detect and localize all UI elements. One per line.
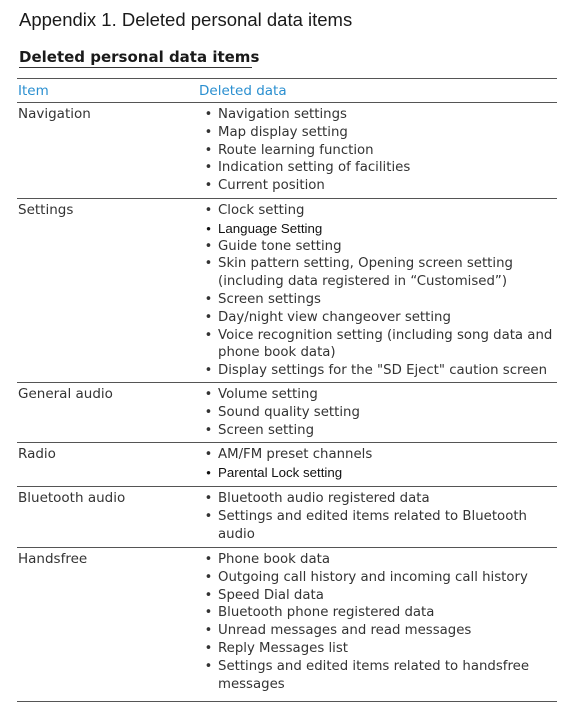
list-item-text: Navigation settings — [218, 107, 347, 122]
list-item-text: Reply Messages list — [218, 640, 349, 656]
section-title: Deleted personal data items — [19, 48, 260, 66]
table-row-navigation — [17, 103, 557, 199]
list-item — [199, 404, 557, 422]
bullet-icon: • — [204, 640, 213, 656]
list-item — [199, 291, 557, 309]
bullet-icon: • — [204, 291, 213, 307]
list-item — [199, 220, 557, 238]
list-item-text: Phone book data — [218, 552, 331, 567]
section-title-underline — [19, 67, 252, 68]
row-item-label: Navigation — [18, 106, 91, 122]
bullet-icon: • — [204, 491, 213, 506]
list-item — [199, 658, 557, 694]
bullet-icon: • — [204, 238, 213, 254]
bullet-icon: • — [204, 569, 213, 585]
row-item-label: Handsfree — [18, 551, 88, 567]
list-item-text: Voice recognition setting (including song data and phone book data) — [218, 327, 553, 361]
deleted-data-list — [199, 487, 557, 547]
list-item — [199, 640, 557, 658]
table-row-bluetooth-audio — [17, 487, 557, 548]
bullet-icon: • — [204, 623, 213, 639]
bullet-icon: • — [204, 203, 213, 218]
list-item — [199, 124, 557, 142]
row-item-label: General audio — [18, 386, 113, 402]
list-item-text: Bluetooth phone registered data — [218, 605, 435, 621]
deleted-data-table — [17, 78, 557, 702]
row-item-label: Radio — [18, 446, 56, 462]
bullet-icon: • — [204, 124, 213, 140]
bullet-icon: • — [204, 327, 213, 343]
bullet-icon: • — [204, 508, 213, 524]
deleted-data-list — [199, 548, 557, 701]
appendix-title: Appendix 1. Deleted personal data items — [19, 9, 353, 30]
list-item-text: Sound quality setting — [218, 404, 360, 420]
list-item-text: Settings and edited items related to Bluetooth audio — [218, 508, 527, 542]
bullet-icon: • — [204, 552, 213, 567]
list-item-text: Outgoing call history and incoming call history — [218, 569, 528, 585]
list-item — [199, 159, 557, 177]
list-item-text: Speed Dial data — [218, 587, 324, 603]
bullet-icon: • — [204, 309, 213, 325]
list-item — [199, 255, 557, 291]
bullet-icon: • — [204, 387, 213, 402]
deleted-data-list — [199, 199, 557, 382]
list-item — [199, 622, 557, 640]
list-item-text: Bluetooth audio registered data — [218, 491, 430, 506]
list-item-text: Day/night view changeover setting — [218, 309, 451, 325]
bullet-icon: • — [204, 363, 213, 379]
bullet-icon: • — [204, 447, 213, 462]
table-row-radio — [17, 443, 557, 487]
list-item-text: Skin pattern setting, Opening screen setting (including data registered in “Customised”) — [218, 256, 513, 290]
bullet-icon: • — [204, 160, 213, 176]
list-item-text: Display settings for the "SD Eject" caution screen — [218, 363, 548, 379]
list-item — [199, 569, 557, 587]
bullet-icon: • — [204, 587, 213, 603]
bullet-icon: • — [204, 404, 213, 420]
list-item — [199, 508, 557, 544]
list-item — [199, 106, 557, 124]
list-item — [199, 604, 557, 622]
list-item — [199, 446, 557, 464]
list-item — [199, 142, 557, 160]
list-item-text: Volume setting — [218, 387, 318, 402]
list-item — [199, 202, 557, 220]
deleted-data-list — [199, 383, 557, 442]
bullet-icon: • — [206, 220, 211, 236]
bullet-icon: • — [204, 107, 213, 122]
row-item-label: Settings — [18, 202, 74, 218]
row-item-label: Bluetooth audio — [18, 490, 126, 506]
table-header-row — [17, 78, 557, 103]
bullet-icon: • — [206, 464, 211, 480]
list-item-text: Settings and edited items related to handsfree messages — [218, 658, 530, 692]
header-item: Item — [18, 82, 49, 99]
bullet-icon: • — [204, 658, 213, 674]
deleted-data-list — [199, 103, 557, 198]
list-item-text: Language Setting — [218, 220, 323, 236]
list-item-text: Parental Lock setting — [218, 464, 343, 480]
deleted-data-list — [199, 443, 557, 486]
bullet-icon: • — [204, 178, 213, 194]
list-item — [199, 386, 557, 404]
list-item-text: Unread messages and read messages — [218, 623, 472, 639]
list-item-text: AM/FM preset channels — [218, 447, 373, 462]
list-item — [199, 464, 557, 482]
list-item-text: Map display setting — [218, 124, 348, 140]
list-item — [199, 362, 557, 380]
list-item-text: Screen setting — [218, 422, 315, 438]
list-item-text: Screen settings — [218, 291, 321, 307]
table-row-handsfree — [17, 548, 557, 702]
list-item — [199, 422, 557, 440]
list-item — [199, 327, 557, 363]
list-item — [199, 309, 557, 327]
list-item-text: Current position — [218, 178, 325, 194]
list-item — [199, 587, 557, 605]
list-item-text: Guide tone setting — [218, 238, 342, 254]
list-item-text: Clock setting — [218, 203, 305, 218]
header-deleted-data: Deleted data — [199, 82, 287, 99]
list-item — [199, 177, 557, 195]
table-row-settings — [17, 199, 557, 383]
list-item — [199, 551, 557, 569]
bullet-icon: • — [204, 422, 213, 438]
bullet-icon: • — [204, 605, 213, 621]
list-item — [199, 238, 557, 256]
list-item-text: Indication setting of facilities — [218, 160, 411, 176]
list-item — [199, 490, 557, 508]
list-item-text: Route learning function — [218, 142, 374, 158]
bullet-icon: • — [204, 142, 213, 158]
bullet-icon: • — [204, 256, 213, 272]
table-row-general-audio — [17, 383, 557, 443]
